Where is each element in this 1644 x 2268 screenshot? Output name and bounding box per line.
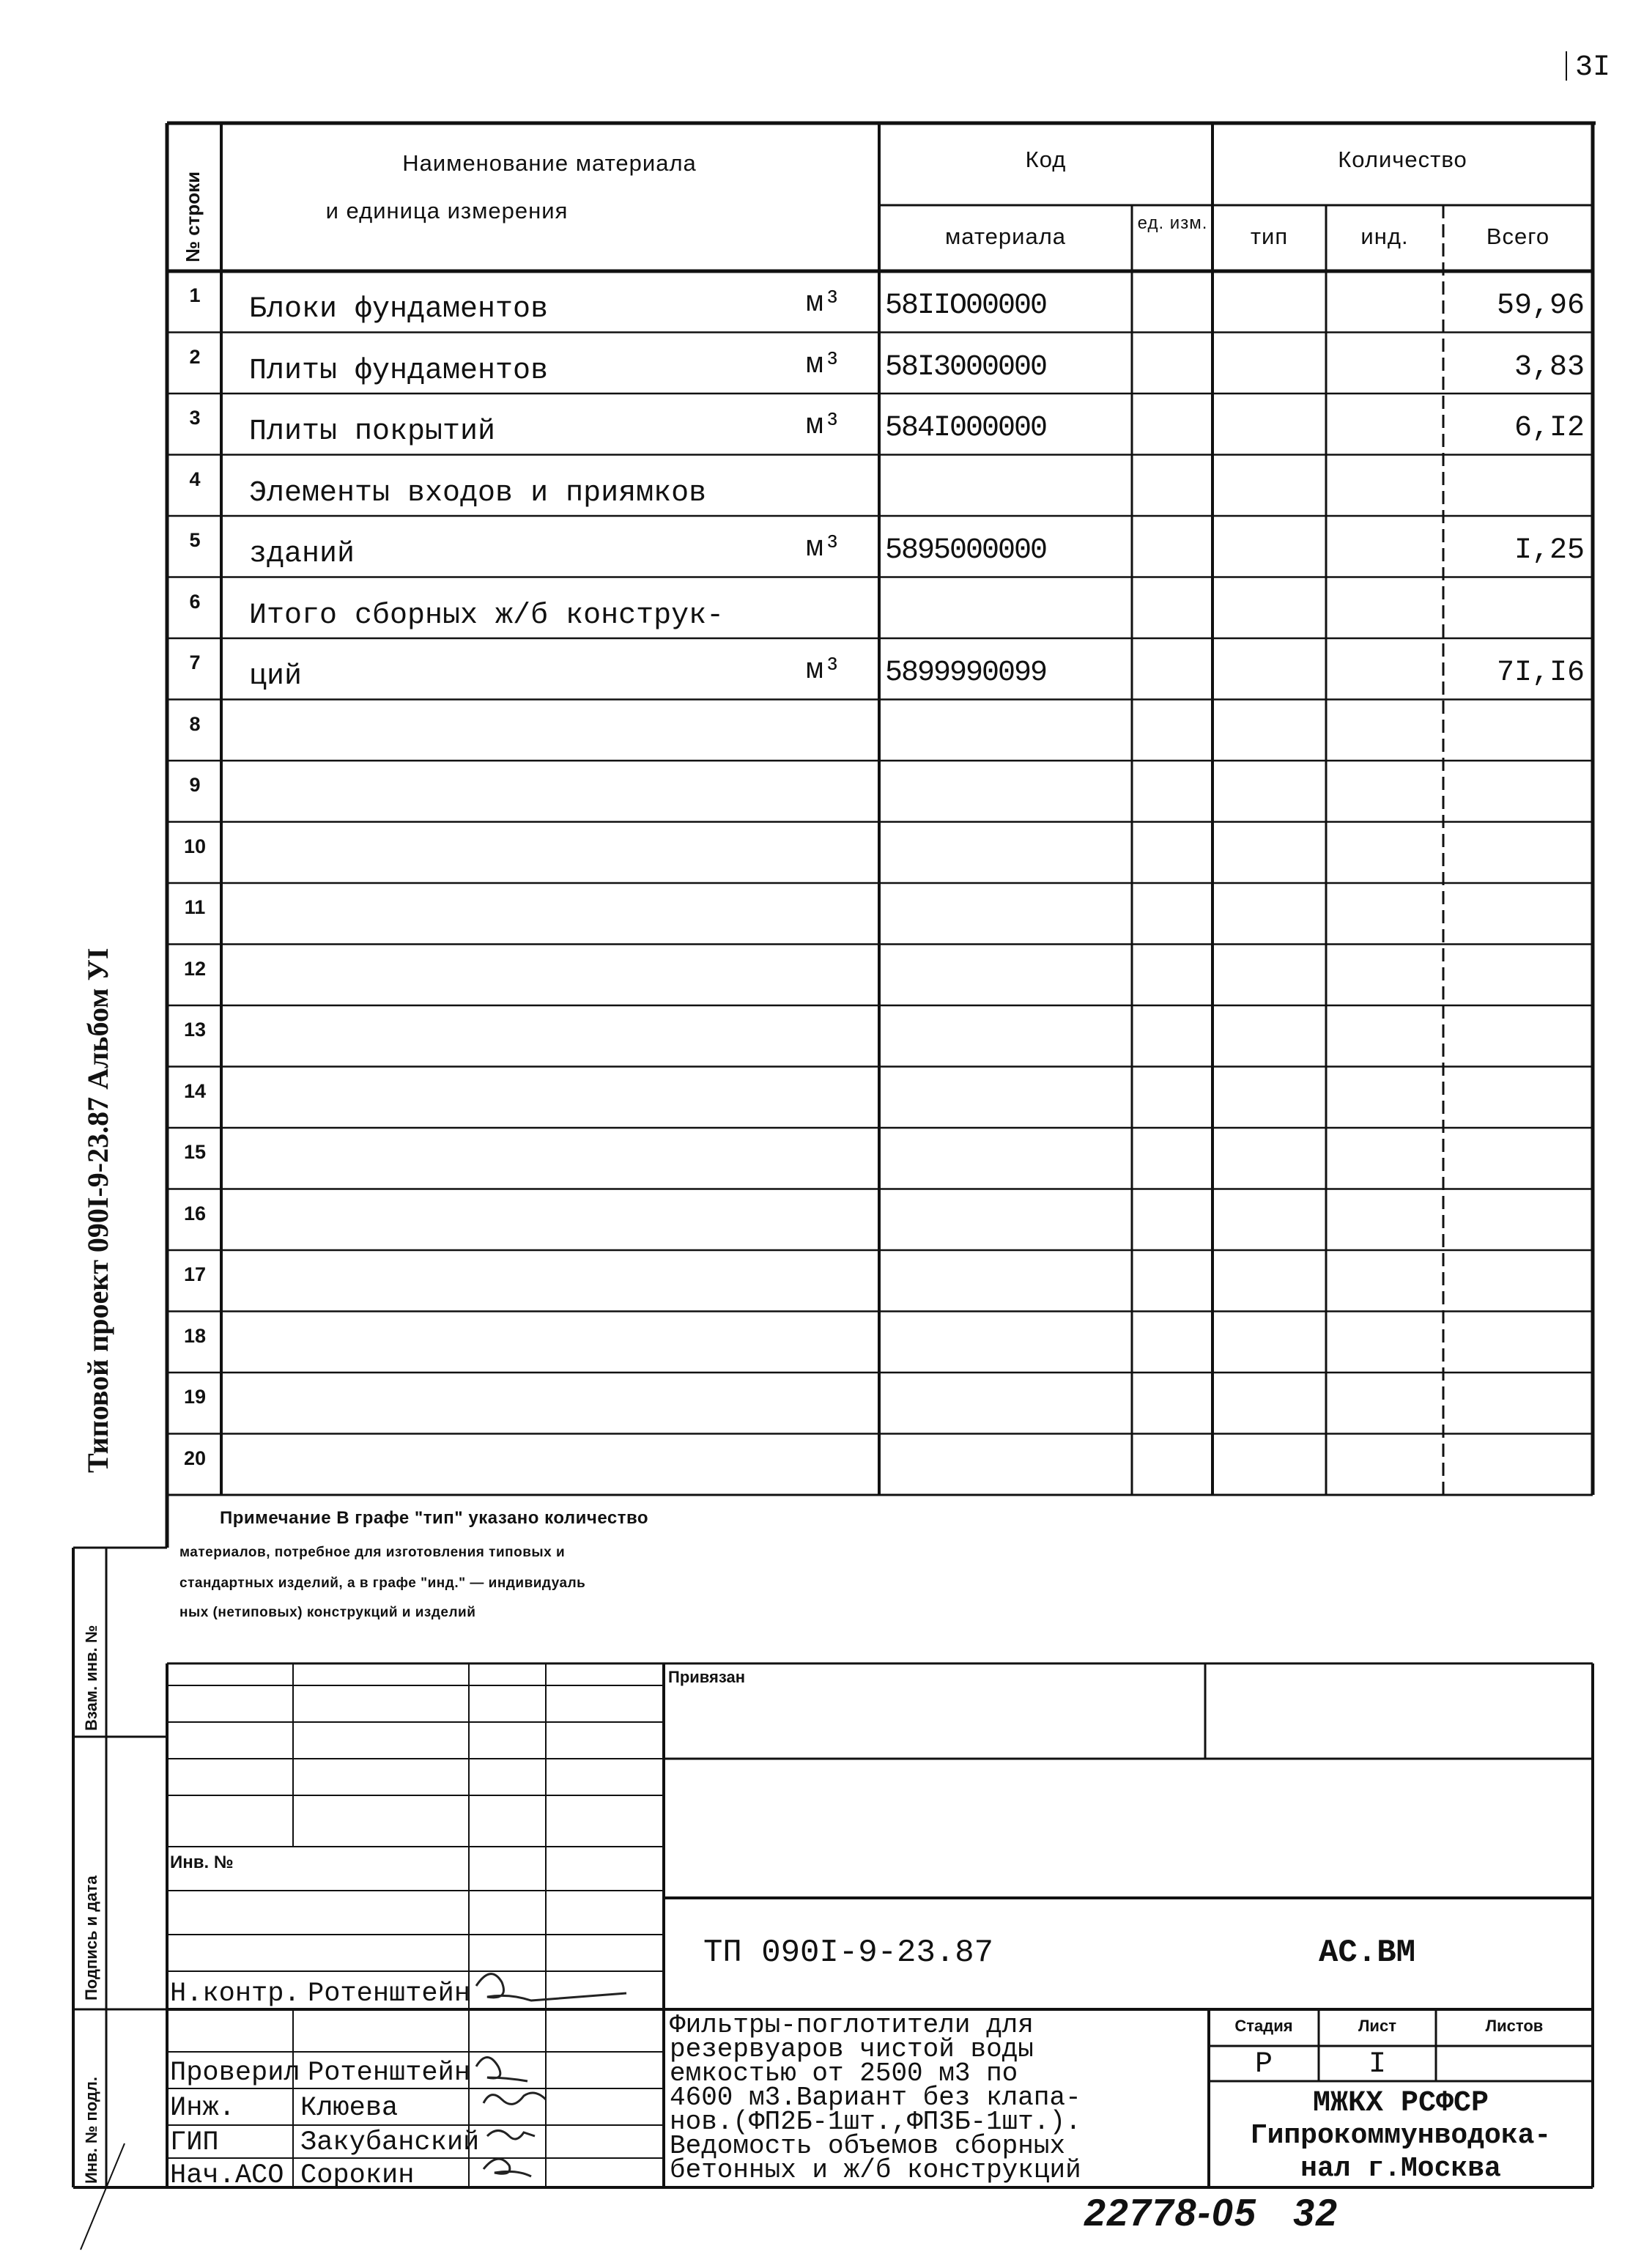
org-line-3: нал г.Москва: [1300, 2153, 1501, 2184]
row-number: 2: [189, 345, 201, 368]
material-code: 584I000000: [885, 412, 1047, 445]
row-number: 16: [183, 1202, 207, 1225]
inv-no-label: Инв. №: [170, 1853, 234, 1872]
note-line-2: материалов, потребное для изготовления типовых и: [179, 1545, 566, 1560]
quantity-total: I,25: [1514, 534, 1585, 567]
header-quantity: Количество: [1338, 147, 1467, 172]
material-name: Плиты покрытий: [249, 415, 496, 448]
header-unit: ед. изм.: [1137, 213, 1208, 233]
footer-number: 22778-05 32: [1084, 2192, 1338, 2234]
signature-role: ГИП: [170, 2127, 219, 2158]
material-name: ций: [249, 660, 303, 693]
header-row-number: № строки: [182, 171, 204, 262]
description-line: Фильтры-поглотители для: [670, 2010, 1034, 2040]
signature-name: Клюева: [300, 2093, 399, 2124]
stage-label: Стадия: [1234, 2017, 1293, 2035]
header-type: тип: [1250, 224, 1289, 249]
description-line: 4600 м3.Вариант без клапа-: [670, 2083, 1081, 2113]
side-stamp: Типовой проект 090I-9-23.87 Альбом УI: [81, 948, 114, 1473]
header-material: материала: [944, 224, 1067, 249]
row-number: 10: [183, 835, 207, 857]
description-line: емкостью от 2500 м3 по: [670, 2058, 1018, 2088]
unit-of-measure: м³: [806, 410, 842, 443]
quantity-total: 59,96: [1496, 289, 1585, 322]
unit-of-measure: м³: [806, 287, 842, 320]
side-label-vzam-inv: Взам. инв. №: [82, 1625, 100, 1731]
sheet-label: Лист: [1358, 2017, 1396, 2035]
quantity-total: 7I,I6: [1496, 657, 1585, 690]
page-number: 3I: [1575, 51, 1611, 84]
unit-of-measure: м³: [806, 348, 842, 382]
note-line-3: стандартных изделий, а в графе "инд." — индивидуаль: [179, 1576, 586, 1591]
row-number: 7: [189, 651, 201, 673]
material-name: Элементы входов и приямков: [249, 476, 707, 510]
material-name: Плиты фундаментов: [249, 354, 549, 388]
n-kontr-role: Н.контр.: [170, 1979, 300, 2009]
sheets-label: Листов: [1485, 2017, 1544, 2035]
row-number: 15: [183, 1141, 207, 1163]
row-number: 19: [183, 1386, 207, 1408]
signature-name: Закубанский: [300, 2127, 480, 2158]
description-line: нов.(ФП2Б-1шт.,ФП3Б-1шт.).: [670, 2107, 1081, 2137]
row-number: 17: [183, 1263, 207, 1285]
header-code: Код: [1025, 147, 1067, 172]
side-label-podpis-data: Подпись и дата: [82, 1875, 100, 2001]
row-number: 20: [183, 1447, 207, 1469]
unit-of-measure: м³: [806, 654, 842, 687]
org-line-2: Гипрокоммунводока-: [1250, 2120, 1552, 2151]
row-number: 11: [184, 896, 206, 918]
description-line: бетонных и ж/б конструкций: [670, 2155, 1081, 2185]
row-number: 14: [183, 1079, 207, 1102]
signature-role: Инж.: [170, 2093, 235, 2124]
material-code: 5899990099: [885, 657, 1047, 690]
sheet-value: I: [1368, 2048, 1386, 2081]
stage-value: Р: [1254, 2048, 1273, 2081]
material-name: Итого сборных ж/б конструк-: [249, 599, 725, 632]
unit-of-measure: м³: [806, 532, 842, 565]
n-kontr-name: Ротенштейн: [308, 1979, 471, 2009]
row-number: 3: [189, 407, 201, 429]
header-name-sub: и единица измерения: [325, 198, 569, 224]
privyazan-label: Привязан: [668, 1668, 746, 1686]
side-label-inv-podl: Инв. № подл.: [82, 2077, 100, 2184]
description-line: Ведомость объемов сборных: [670, 2131, 1066, 2161]
note-line-4: ных (нетиповых) конструкций и изделий: [179, 1605, 476, 1620]
quantity-total: 3,83: [1514, 350, 1585, 384]
signature-role: Нач.АСО: [170, 2160, 284, 2191]
row-number: 18: [183, 1324, 207, 1347]
row-number: 13: [183, 1019, 207, 1041]
row-number: 5: [189, 529, 201, 551]
quantity-total: 6,I2: [1514, 412, 1585, 445]
row-number: 6: [189, 590, 201, 613]
header-total: Всего: [1486, 224, 1550, 249]
signature-name: Сорокин: [300, 2160, 415, 2191]
material-name: зданий: [249, 538, 355, 571]
signature-name: Ротенштейн: [308, 2058, 471, 2088]
header-individual: инд.: [1360, 224, 1409, 249]
row-number: 1: [189, 284, 201, 306]
material-name: Блоки фундаментов: [249, 293, 549, 326]
header-name: Наименование материала: [402, 150, 697, 176]
doc-mark: АС.ВМ: [1319, 1935, 1416, 1971]
description-line: резервуаров чистой воды: [670, 2034, 1034, 2064]
material-code: 58I3000000: [885, 350, 1047, 384]
org-line-1: МЖКХ РСФСР: [1312, 2087, 1489, 2120]
row-number: 8: [189, 712, 201, 735]
doc-number: ТП 090I-9-23.87: [703, 1935, 994, 1971]
note-line-1: Примечание В графе "тип" указано количество: [220, 1508, 649, 1528]
row-number: 4: [189, 468, 201, 490]
row-number: 9: [189, 774, 201, 796]
material-code: 5895000000: [885, 534, 1047, 567]
signature-role: Проверил: [170, 2058, 300, 2088]
row-number: 12: [183, 957, 207, 980]
material-code: 58IIO00000: [885, 289, 1047, 322]
